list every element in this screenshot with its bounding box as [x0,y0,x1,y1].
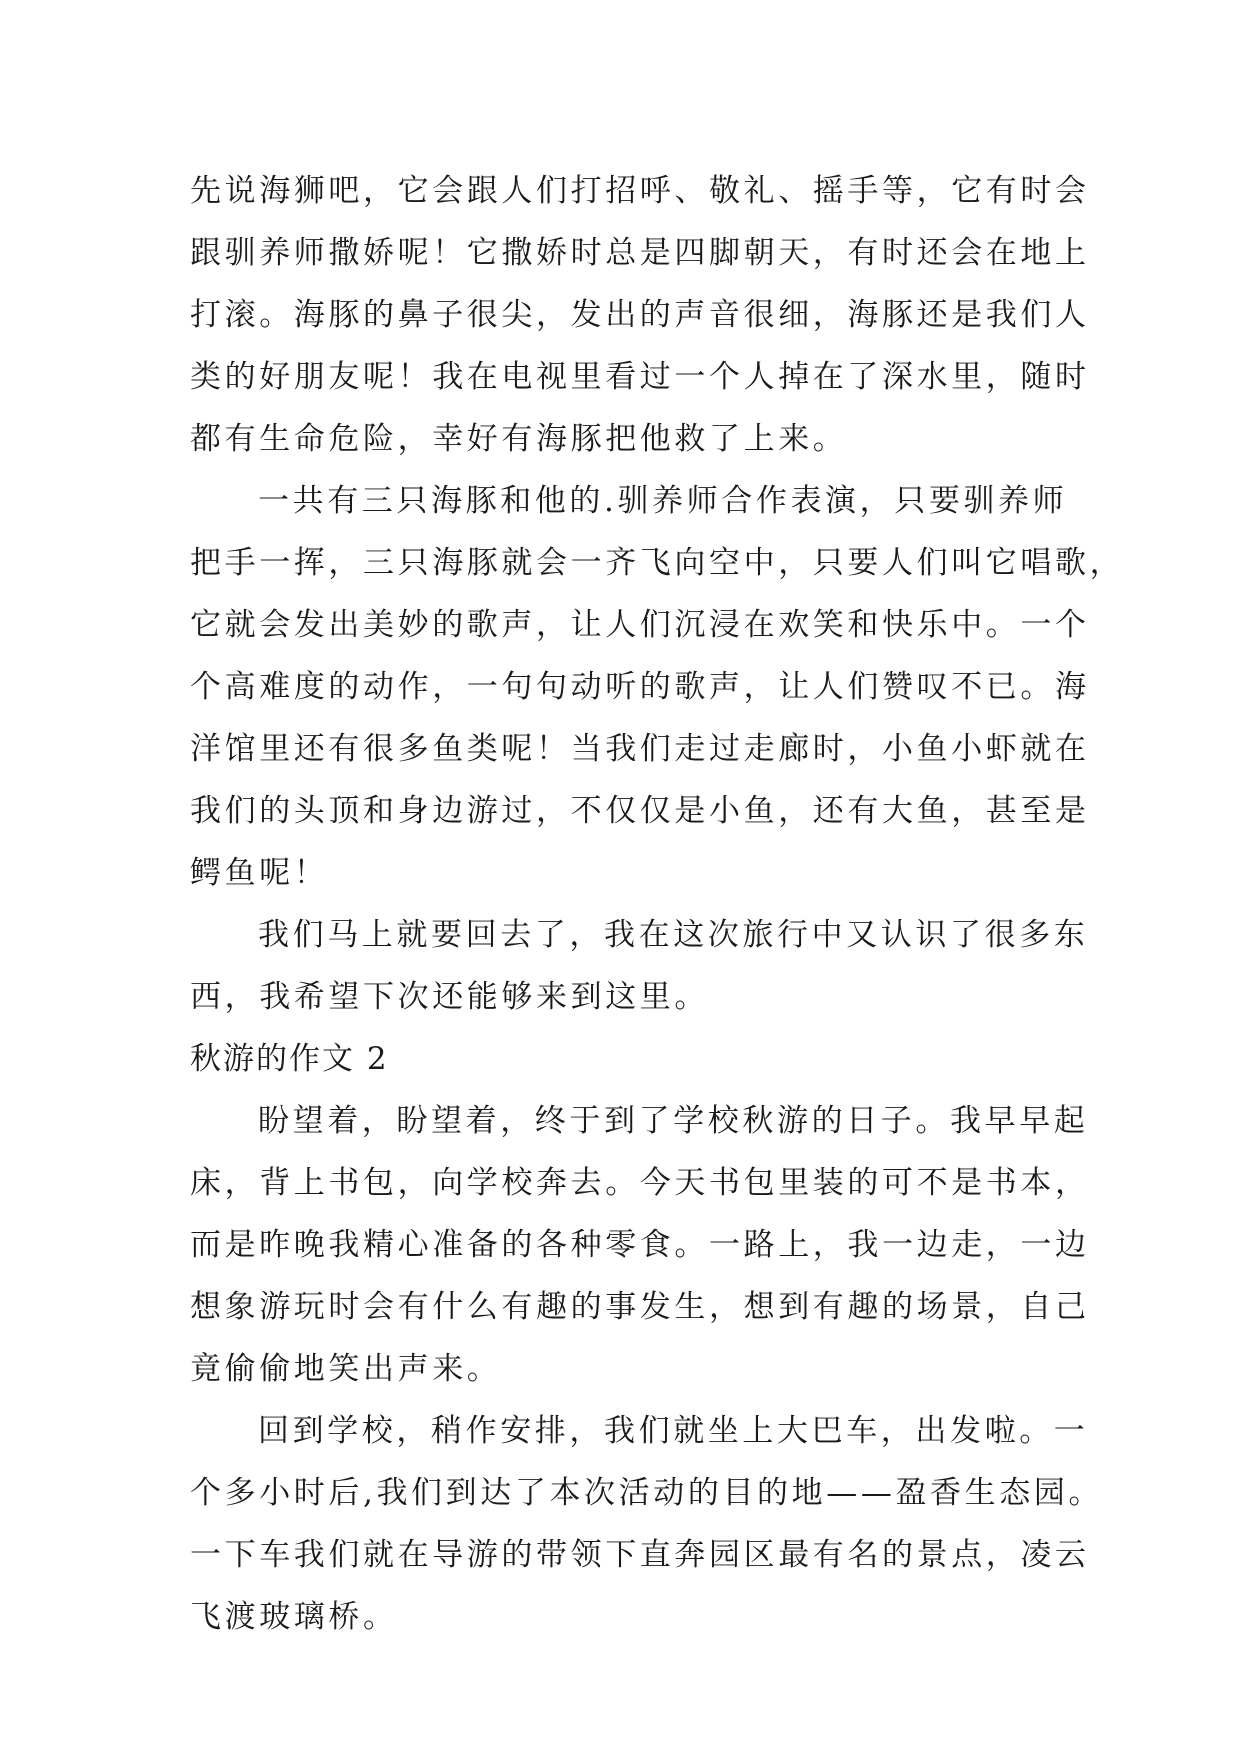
text-line: 先说海狮吧，它会跟人们打招呼、敬礼、摇手等，它有时会 [190,173,1090,209]
text-line: 床，背上书包，向学校奔去。今天书包里装的可不是书本， [190,1165,1090,1201]
text-line: 打滚。海豚的鼻子很尖，发出的声音很细，海豚还是我们人 [190,297,1090,333]
text-line: 我们的头顶和身边游过，不仅仅是小鱼，还有大鱼，甚至是 [190,793,1090,829]
text-line: 类的好朋友呢！我在电视里看过一个人掉在了深水里，随时 [190,359,1090,395]
text-line: 它就会发出美妙的歌声，让人们沉浸在欢笑和快乐中。一个 [190,607,1090,643]
text-line: 想象游玩时会有什么有趣的事发生，想到有趣的场景，自己 [190,1289,1090,1325]
text-line: 西，我希望下次还能够来到这里。 [190,979,709,1015]
text-line: 都有生命危险，幸好有海豚把他救了上来。 [190,421,848,457]
text-line: 竟偷偷地笑出声来。 [190,1351,502,1387]
text-line: 鳄鱼呢！ [190,855,329,891]
paragraph-start-line: 盼望着，盼望着，终于到了学校秋游的日子。我早早起 [258,1103,1089,1139]
text-line: 一下车我们就在导游的带领下直奔园区最有名的景点，凌云 [190,1537,1090,1573]
section-heading: 秋游的作文 2 [190,1041,389,1077]
text-line: 个高难度的动作，一句句动听的歌声，让人们赞叹不已。海 [190,669,1090,705]
paragraph-start-line: 我们马上就要回去了，我在这次旅行中又认识了很多东 [258,917,1089,953]
paragraph-start-line: 回到学校，稍作安排，我们就坐上大巴车，出发啦。一 [258,1413,1089,1449]
text-line: 而是昨晚我精心准备的各种零食。一路上，我一边走，一边 [190,1227,1090,1263]
text-line: 飞渡玻璃桥。 [190,1599,398,1635]
text-line: 洋馆里还有很多鱼类呢！当我们走过走廊时，小鱼小虾就在 [190,731,1090,767]
paragraph-start-line: 一共有三只海豚和他的.驯养师合作表演，只要驯养师 [258,483,1068,519]
essay-body [190,160,1125,1648]
text-line: 个多小时后,我们到达了本次活动的目的地——盈香生态园。 [190,1475,1104,1511]
text-line: 跟驯养师撒娇呢！它撒娇时总是四脚朝天，有时还会在地上 [190,235,1090,271]
text-line: 把手一挥，三只海豚就会一齐飞向空中，只要人们叫它唱歌， [190,545,1125,581]
